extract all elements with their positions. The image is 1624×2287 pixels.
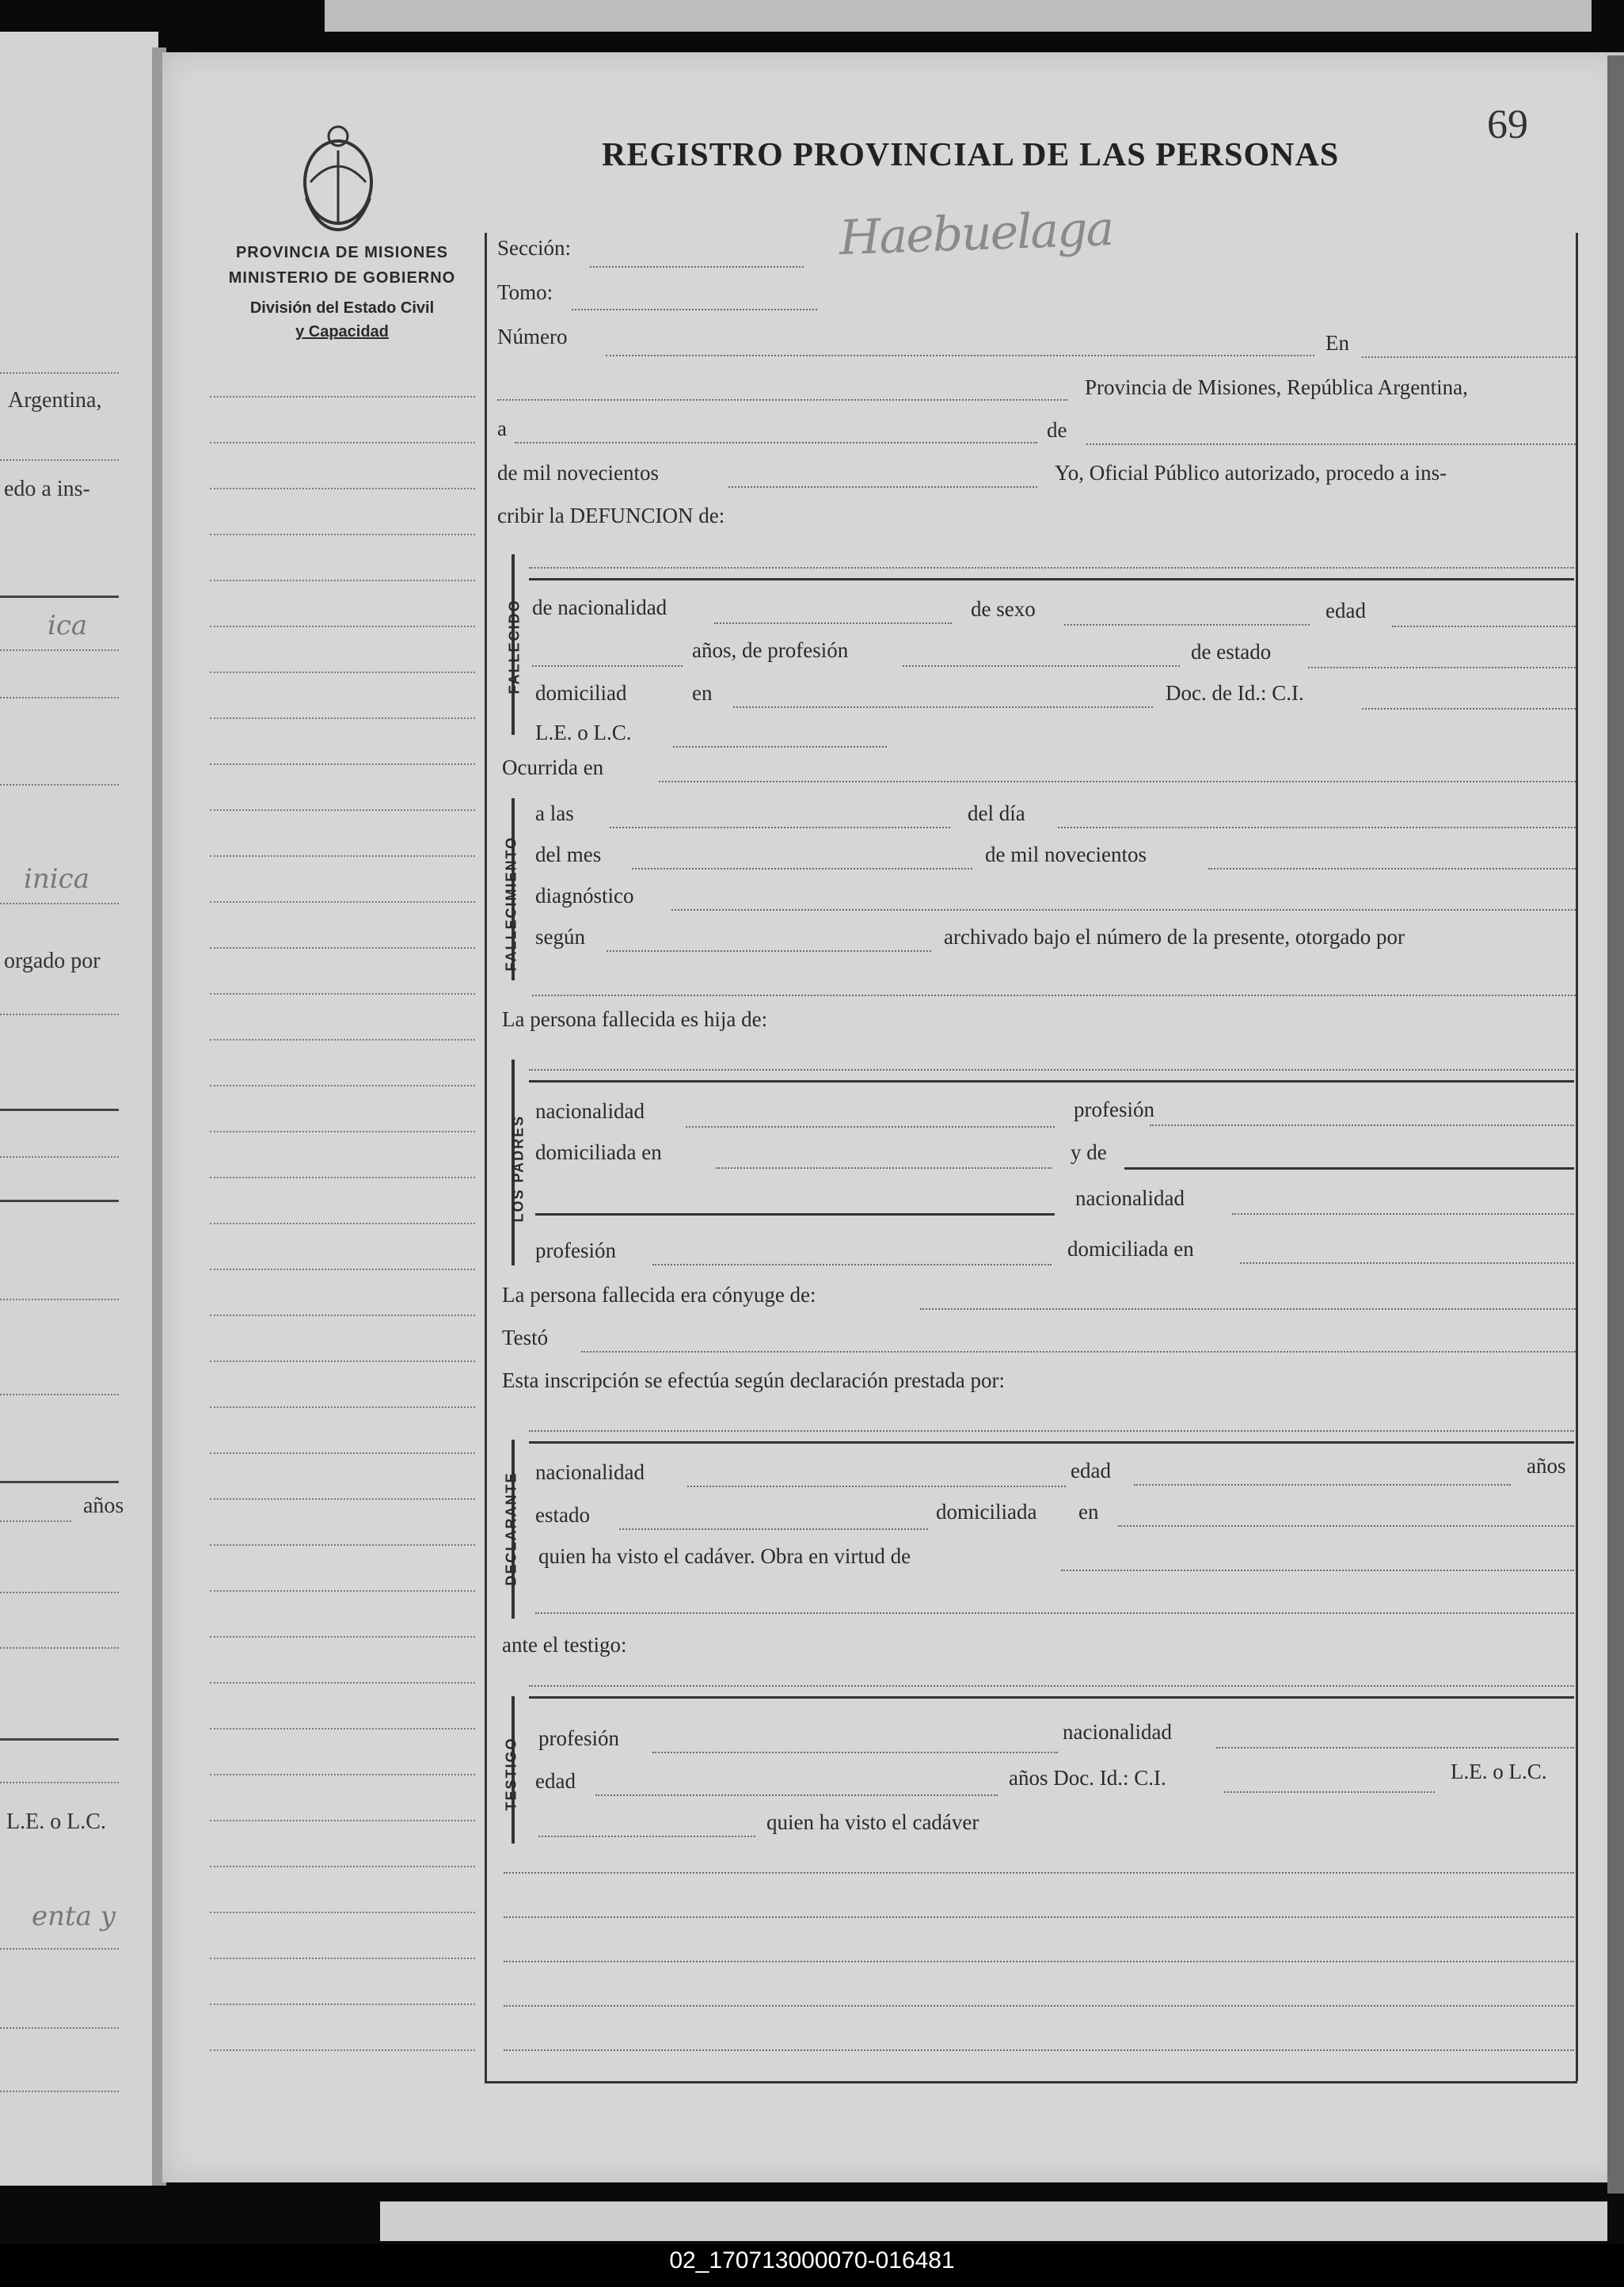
field-edad[interactable] [1392,626,1576,627]
field-estado-decl[interactable] [619,1528,928,1530]
left-dotted-line [0,1520,71,1522]
field-testo[interactable] [581,1351,1576,1353]
page-number: 69 [1487,102,1528,147]
coat-of-arms-icon [295,119,382,238]
margin-note-line[interactable] [210,855,475,857]
label-segun: según [535,925,585,949]
label-en: en [692,681,713,705]
left-dotted-line [0,1592,119,1593]
label-nacionalidad-madre: nacionalidad [1075,1186,1185,1210]
margin-note-line[interactable] [210,1360,475,1362]
margin-note-line[interactable] [210,1820,475,1821]
label-numero: Número [497,325,568,348]
left-dotted-line [0,2027,119,2029]
label-edad: edad [1325,599,1366,622]
label-seccion: Sección: [497,236,571,260]
left-dotted-line [0,1394,119,1395]
field-nacionalidad-padre[interactable] [686,1126,1055,1128]
field-profesion-testigo[interactable] [652,1752,1058,1753]
margin-note-line[interactable] [210,1085,475,1086]
field-le-lc-testigo[interactable] [538,1836,755,1837]
org-division: División del Estado Civil [249,299,435,317]
field-domicilio-madre[interactable] [1240,1262,1574,1264]
main-page [162,52,1624,2182]
margin-note-line[interactable] [210,580,475,581]
field-ocurrida[interactable] [659,781,1576,782]
form-bottom-rule [485,2081,1577,2083]
label-testo: Testó [502,1326,549,1349]
left-solid-line [0,1109,119,1111]
field-anio-fallec[interactable] [1208,868,1576,870]
top-page-edge [325,0,1592,32]
left-dotted-line [0,1647,119,1649]
left-dotted-line [0,372,119,374]
field-obra-virtud[interactable] [1061,1570,1574,1571]
margin-note-line[interactable] [210,1406,475,1408]
rule [529,1080,1574,1083]
field-decl-extra[interactable] [535,1612,1574,1614]
left-dotted-line [0,697,119,698]
field-nacionalidad[interactable] [714,622,952,624]
margin-note-line[interactable] [210,626,475,627]
field-segun[interactable] [607,950,931,952]
left-text-le-lc: L.E. o L.C. [6,1809,106,1834]
field-domicilio-decl[interactable] [1118,1525,1574,1527]
field-conyuge[interactable] [920,1308,1576,1310]
label-le-lc-testigo: L.E. o L.C. [1451,1760,1547,1783]
left-dotted-line [0,903,119,904]
rule [529,1441,1574,1444]
margin-note-line[interactable] [210,442,475,443]
label-del-mes: del mes [535,843,602,866]
org-province: PROVINCIA DE MISIONES [235,244,449,261]
label-en: En [1325,331,1349,355]
field-domicilio[interactable] [733,706,1153,708]
rule [529,578,1574,580]
label-le-lc: L.E. o L.C. [535,721,632,744]
field-mes[interactable] [632,868,972,870]
margin-note-line[interactable] [210,1912,475,1913]
label-del-dia: del día [968,801,1025,825]
margin-note-line[interactable] [210,1728,475,1730]
label-nacionalidad-decl: nacionalidad [535,1460,645,1484]
left-handwriting: ica [48,610,88,641]
margin-note-line[interactable] [210,2004,475,2005]
margin-note-line[interactable] [210,1590,475,1592]
field-nacionalidad-decl[interactable] [687,1486,1066,1487]
left-text-anos: años [83,1494,124,1518]
label-archivado: archivado bajo el número de la presente, otorgado por [944,925,1405,949]
label-estado-decl: estado [535,1503,590,1527]
field-de[interactable] [1086,443,1576,445]
label-anos-doc: años Doc. Id.: C.I. [1009,1766,1166,1790]
label-profesion-padre: profesión [1074,1098,1154,1121]
field-observaciones-1[interactable] [504,1872,1574,1874]
left-solid-line [0,1200,119,1202]
margin-note-line[interactable] [210,1958,475,1959]
label-profesion-testigo: profesión [538,1726,619,1750]
section-label-testigo: TESTIGO [503,1737,519,1811]
field-anio[interactable] [728,486,1037,488]
field-lugar[interactable] [497,399,1067,401]
field-le-lc[interactable] [673,746,887,748]
right-page-edge [1607,55,1624,2194]
label-de-estado: de estado [1191,640,1272,664]
field-anos[interactable] [532,665,683,667]
handwritten-signature: Haebuelaga [838,200,1114,267]
label-edad-testigo: edad [535,1769,576,1793]
label-anos-profesion: años, de profesión [692,638,849,662]
margin-note-line[interactable] [210,1544,475,1546]
label-domiciliada-en: domiciliada en [535,1140,662,1164]
right-border [1576,233,1578,2081]
label-domiciliad: domiciliad [535,681,627,705]
field-a[interactable] [515,442,1037,443]
label-edad-decl: edad [1071,1459,1111,1482]
margin-note-line[interactable] [210,1039,475,1041]
label-tomo: Tomo: [497,280,553,304]
left-dotted-line [0,1948,119,1950]
margin-note-line[interactable] [210,488,475,489]
margin-note-line[interactable] [210,1223,475,1224]
left-dotted-line [0,1014,119,1015]
section-label-padres: LOS PADRES [510,1114,527,1223]
label-de-nacionalidad: de nacionalidad [532,596,667,619]
field-observaciones-2[interactable] [504,1916,1574,1918]
label-hija-de: La persona fallecida es hija de: [502,1007,768,1031]
left-solid-line [0,1481,119,1483]
margin-note-line[interactable] [210,1866,475,1867]
margin-note-line[interactable] [210,1498,475,1500]
left-solid-line [0,1738,119,1741]
margin-note-line[interactable] [210,672,475,673]
section-label-fallecido: FALLECIDO [506,599,523,694]
label-a: a [497,417,507,440]
field-declarante-nombre[interactable] [529,1430,1574,1432]
margin-note-line[interactable] [210,993,475,995]
margin-note-line[interactable] [210,534,475,535]
field-edad-decl[interactable] [1134,1484,1511,1486]
margin-note-line[interactable] [210,1452,475,1454]
field-nombre-fallecido[interactable] [529,567,1574,569]
label-quien-visto-testigo: quien ha visto el cadáver [766,1810,979,1834]
field-doc-ci[interactable] [1362,708,1576,710]
field-nacionalidad-testigo[interactable] [1216,1747,1574,1749]
left-text-argentina: Argentina, [8,388,102,413]
label-y-de: y de [1071,1140,1107,1164]
image-id: 02_170713000070-016481 [669,2247,955,2274]
label-diagnostico: diagnóstico [535,884,634,908]
bottom-page-edge [380,2201,1607,2241]
label-cribir: cribir la DEFUNCION de: [497,504,725,527]
field-dia[interactable] [1058,827,1576,828]
left-dotted-line [0,649,119,651]
field-numero[interactable] [606,355,1314,356]
margin-note-line[interactable] [210,763,475,765]
field-profesion-padre[interactable] [1150,1124,1574,1126]
label-de: de [1047,418,1067,442]
left-text-ins: edo a ins- [4,477,90,501]
section-label-fallecimiento: FALLECIMIENTO [503,835,519,972]
field-madre-cont[interactable] [535,1213,1055,1216]
label-domiciliada-en2: domiciliada en [1067,1237,1194,1261]
left-solid-line [0,596,119,598]
label-de-mil-nov: de mil novecientos [985,843,1147,866]
label-provincia: Provincia de Misiones, República Argentina, [1085,375,1468,399]
field-sexo[interactable] [1064,624,1310,626]
margin-note-line[interactable] [210,2049,475,2051]
field-edad-testigo[interactable] [595,1794,998,1796]
margin-note-line[interactable] [210,809,475,811]
page-title: REGISTRO PROVINCIAL DE LAS PERSONAS [602,137,1340,173]
margin-note-line[interactable] [210,717,475,719]
label-inscripcion: Esta inscripción se efectúa según declaración prestada por: [502,1368,1005,1392]
margin-note-line[interactable] [210,396,475,398]
column-divider [485,233,487,2081]
org-ministry: MINISTERIO DE GOBIERNO [228,269,456,287]
left-handwriting: inica [24,863,89,895]
label-nacionalidad-padre: nacionalidad [535,1099,645,1123]
label-ocurrida-en: Ocurrida en [502,755,604,779]
label-yo-oficial: Yo, Oficial Público autorizado, procedo a ins- [1055,461,1447,485]
field-otorgado[interactable] [532,995,1576,996]
label-nacionalidad-testigo: nacionalidad [1063,1720,1172,1744]
left-dotted-line [0,1782,119,1783]
left-dotted-line [0,2091,119,2092]
section-label-declarante: DECLARANTE [503,1471,519,1586]
field-domicilio-padre[interactable] [716,1167,1052,1169]
label-doc-id: Doc. de Id.: C.I. [1166,681,1304,705]
label-anos-decl: años [1527,1454,1566,1478]
field-observaciones-5[interactable] [504,2049,1574,2051]
margin-note-line[interactable] [210,1774,475,1775]
label-profesion-madre: profesión [535,1239,616,1262]
label-quien-visto-decl: quien ha visto el cadáver. Obra en virtud de [538,1544,911,1568]
left-handwriting: enta y [32,1901,116,1932]
margin-note-line[interactable] [210,1269,475,1270]
margin-note-line[interactable] [210,901,475,903]
field-observaciones-3[interactable] [504,1961,1574,1962]
label-a-las: a las [535,801,574,825]
field-hora[interactable] [610,827,950,828]
label-conyuge: La persona fallecida era cónyuge de: [502,1283,816,1307]
label-ante-testigo: ante el testigo: [502,1633,627,1657]
margin-note-line[interactable] [210,1315,475,1316]
label-de-sexo: de sexo [971,597,1036,621]
field-nacionalidad-madre[interactable] [1232,1213,1574,1215]
label-de-mil: de mil novecientos [497,461,659,485]
left-text-otorgado: orgado por [4,949,101,973]
field-seccion[interactable] [590,266,804,268]
margin-note-line[interactable] [210,1682,475,1684]
margin-note-line[interactable] [210,1177,475,1178]
field-diagnostico[interactable] [671,909,1576,911]
field-padre-nombre[interactable] [529,1069,1574,1071]
margin-note-line[interactable] [210,947,475,949]
left-dotted-line [0,1299,119,1300]
field-estado[interactable] [1308,667,1576,668]
field-en[interactable] [1362,356,1576,358]
field-profesion-madre[interactable] [652,1264,1052,1265]
rule [529,1696,1574,1699]
org-capacity: y Capacidad [295,323,389,341]
left-dotted-line [0,1156,119,1158]
label-domiciliada-decl: domiciliada [936,1500,1037,1524]
left-dotted-line [0,784,119,786]
field-profesion[interactable] [903,665,1180,667]
field-observaciones-4[interactable] [504,2005,1574,2007]
field-doc-ci-testigo[interactable] [1224,1791,1435,1793]
margin-note-line[interactable] [210,1636,475,1638]
field-testigo-nombre[interactable] [529,1685,1574,1687]
label-en-decl: en [1078,1500,1099,1524]
field-madre-nombre[interactable] [1124,1167,1574,1170]
left-dotted-line [0,459,119,461]
margin-note-line[interactable] [210,1131,475,1132]
field-tomo[interactable] [572,309,817,310]
